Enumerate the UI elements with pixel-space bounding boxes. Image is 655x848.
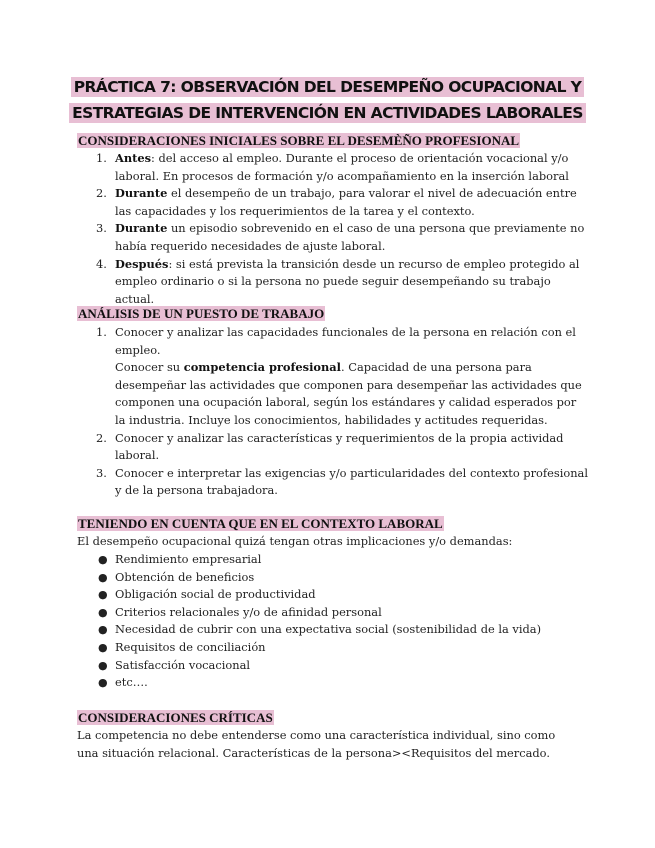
list-analisis-puesto [0,324,590,500]
title-line-2: ESTRATEGIAS DE INTERVENCIÓN EN ACTIVIDADES LABORALES [69,103,586,123]
list-item: ● Obtención de beneficios [98,569,255,584]
list-item: 1. Conocer y analizar las capacidades funcionales de la persona en relación con el empleo. Conocer su competencia profesional. Capacidad de una persona para desempeñar las actividades que componen para desempeñar las actividades que componen una ocupación laboral, según los estándares y calidad esperados por la industria. Incluye los conocimientos, habilidades y actitudes requeridas. [96,325,582,427]
section-heading-consideraciones-criticas: CONSIDERACIONES CRÍTICAS [78,710,273,725]
title-line-1: PRÁCTICA 7: OBSERVACIÓN DEL DESEMPEÑO OCUPACIONAL Y [71,77,585,97]
list-item: ● Satisfacción vocacional [98,657,250,672]
section-heading-consideraciones-iniciales: CONSIDERACIONES INICIALES SOBRE EL DESEMÈÑO PROFESIONAL [78,133,520,148]
list-item: 3. Durante un episodio sobrevenido en el caso de una persona que previamente no había requerido necesidades de ajuste laboral. [96,221,585,253]
list-item: 1. Antes: del acceso al empleo. Durante el proceso de orientación vocacional y/o laboral. En procesos de formación y/o acompañamiento en la inserción laboral [96,151,569,183]
list-item: ● Rendimiento empresarial [98,552,262,566]
list-item: 3. Conocer e interpretar las exigencias y/o particularidades del contexto profesional y de la persona trabajadora. [96,465,588,498]
list-item: ● Requisitos de conciliación [98,639,266,654]
list-momentos-evaluacion [0,150,590,308]
section-heading-contexto-laboral: TENIENDO EN CUENTA QUE EN EL CONTEXTO LABORAL [78,516,443,531]
list-implicaciones [0,551,590,692]
list-item: 2. Conocer y analizar las características y requerimientos de la propia actividad laboral. [96,430,564,463]
section-body-text: La competencia no debe entenderse como una característica individual, sino como una situación relacional. Características de la persona><Requisitos del mercado. [77,728,556,760]
document-title [0,74,655,126]
list-item: ● Criterios relacionales y/o de afinidad personal [98,604,382,619]
list-item: 4. Después: si está prevista la transición desde un recurso de empleo protegido al empleo ordinario o si la persona no puede seguir desempeñando su trabajo actual. [96,256,580,306]
section-heading-analisis-puesto: ANÁLISIS DE UN PUESTO DE TRABAJO [78,306,325,321]
section-intro-text: El desempeño ocupacional quizá tengan otras implicaciones y/o demandas: [77,534,513,548]
list-item: ● Obligación social de productividad [98,587,316,602]
list-item: ● Necesidad de cubrir con una expectativa social (sostenibilidad de la vida) [98,622,542,637]
list-item: 2. Durante el desempeño de un trabajo, para valorar el nivel de adecuación entre las capacidades y los requerimientos de la tarea y el contexto. [96,186,577,218]
list-item: ● etc…. [98,675,148,690]
